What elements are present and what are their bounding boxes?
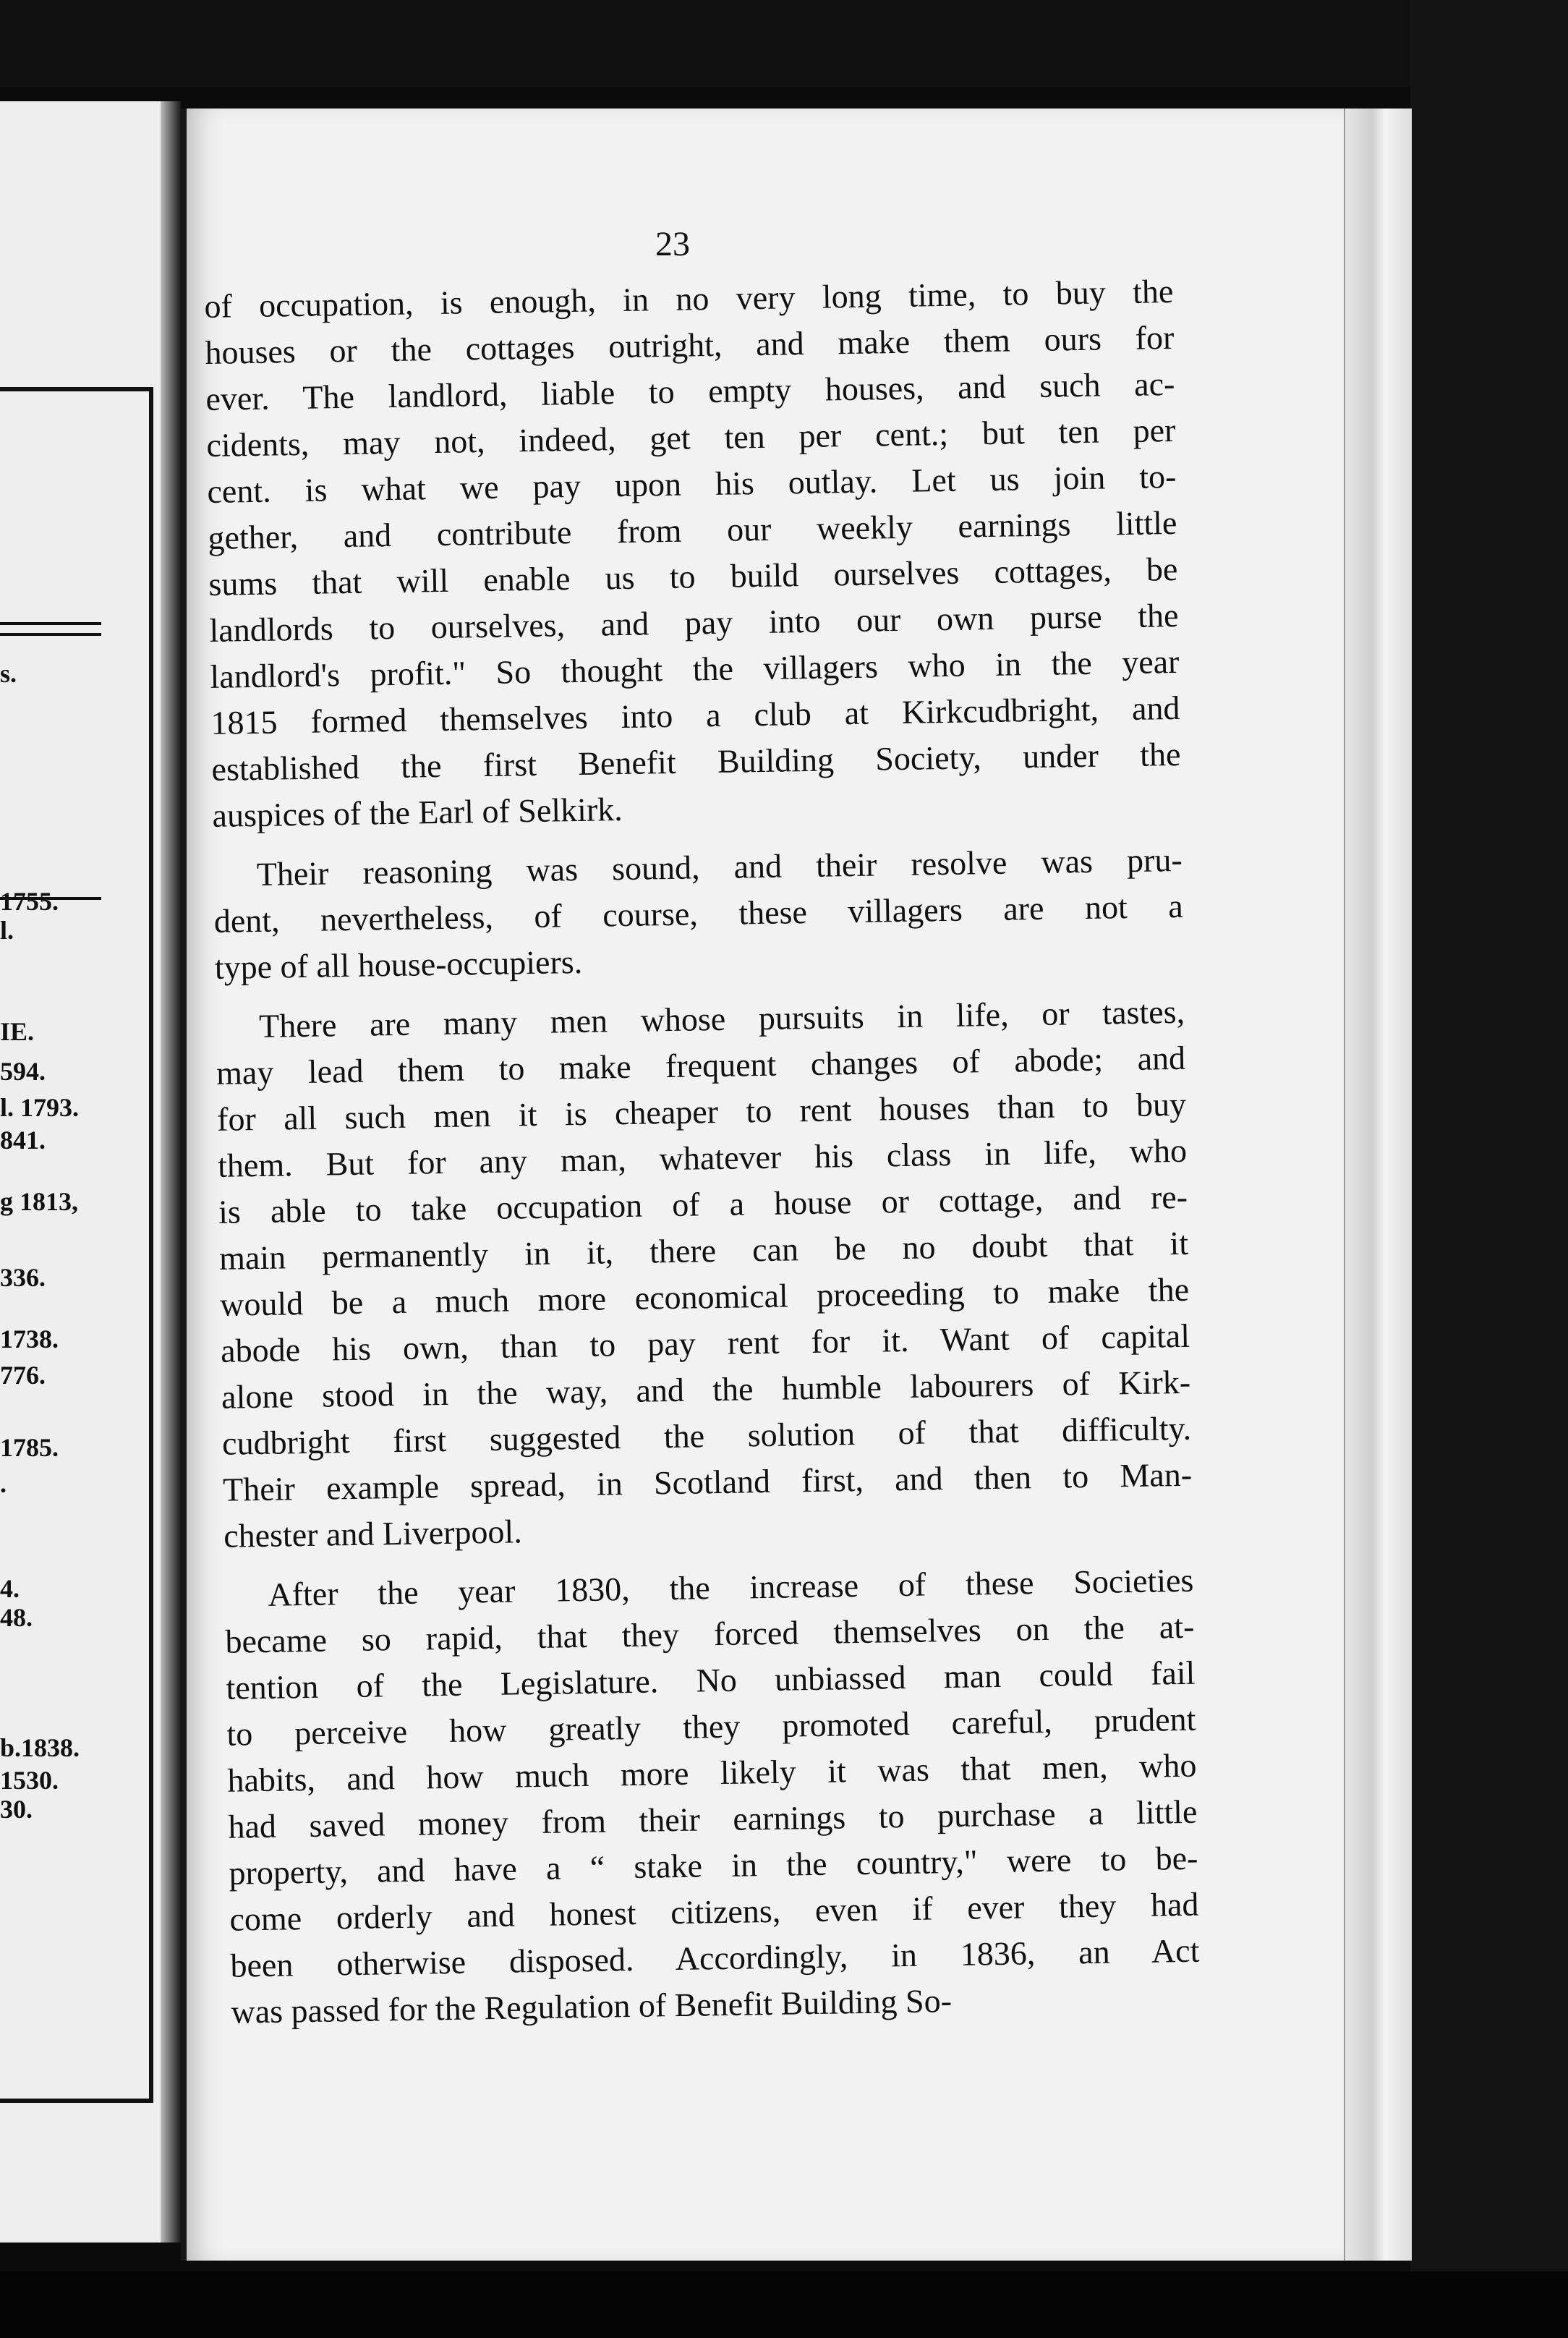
text-line: There are many men whose pursuits in life, or tastes, [258,992,1185,1045]
text-line: was passed for the Regulation of Benefit Building So- [231,1982,953,2031]
text-line: may lead them to make frequent changes of abode; and [216,1039,1186,1092]
book-gutter [161,101,181,2243]
left-page-fragment: 841. [0,1126,46,1155]
text-line: sums that will enable us to build ourselves cottages, be [208,550,1178,603]
text-line: gether, and contribute from our weekly earnings little [208,503,1177,556]
text-line: been otherwise disposed. Accordingly, in 1836, an Act [230,1931,1200,1984]
left-page-fragment: l. 1793. [0,1093,80,1122]
left-page-fragment: 1785. [0,1433,59,1462]
left-page-fragment: . [0,1469,7,1498]
left-page-fragment: 1755. [0,887,59,916]
left-page-double-rule [0,622,101,625]
text-line: property, and have a “ stake in the country," were to be- [229,1839,1198,1892]
text-line: dent, nevertheless, of course, these villagers are not a [213,887,1184,940]
text-line: main permanently in it, there can be no doubt that it [218,1224,1189,1277]
page-edges [1344,109,1412,2261]
text-line: come orderly and honest citizens, even if ever they had [229,1885,1199,1938]
left-page-fragment: 48. [0,1603,33,1632]
left-page-fragment: 4. [0,1574,20,1603]
text-line: for all such men it is cheaper to rent houses than to buy [216,1085,1187,1138]
left-page-fragment: 30. [0,1795,33,1824]
text-line: abode his own, than to pay rent for it. Want of capital [220,1317,1190,1369]
left-page-fragment: l. [0,916,14,945]
left-page-double-rule [0,633,101,636]
scan-background-bottom [0,2271,1568,2338]
left-page-fragment: b.1838. [0,1733,80,1762]
text-line: ever. The landlord, liable to empty houses, and such ac- [205,365,1175,417]
left-page-fragment: IE. [0,1017,35,1046]
text-line: cidents, may not, indeed, get ten per cent.; but ten per [206,411,1176,464]
scan-background-right [1410,0,1568,2338]
page-number: 23 [655,225,690,263]
left-page-fragment: 336. [0,1263,46,1292]
left-page-fragment: s. [0,659,17,688]
text-line: 1815 formed themselves into a club at Kirkcudbright, and [210,689,1180,741]
text-line: had saved money from their earnings to purchase a little [228,1793,1198,1845]
text-line: them. But for any man, whatever his class in life, who [217,1131,1188,1184]
left-facing-page [0,101,181,2243]
text-line: auspices of the Earl of Selkirk. [212,791,623,834]
text-line: Their reasoning was sound, and their resolve was pru- [256,841,1183,893]
left-page-fragment: 1738. [0,1325,59,1353]
text-line: alone stood in the way, and the humble labourers of Kirk- [221,1363,1191,1416]
text-line: Their example spread, in Scotland first, and then to Man- [222,1455,1193,1508]
text-line: landlord's profit." So thought the villagers who in the year [210,642,1180,695]
left-page-fragment: g 1813, [0,1187,78,1216]
text-line: houses or the cottages outright, and make them ours for [205,318,1175,371]
left-page-fragment: 776. [0,1361,46,1390]
text-line: cent. is what we pay upon his outlay. Let us join to- [207,457,1177,510]
text-line: After the year 1830, the increase of these Societies [268,1561,1194,1613]
text-line: would be a much more economical proceeding to make the [219,1270,1190,1323]
body-text [204,268,1201,2036]
text-line: landlords to ourselves, and pay into our own purse the [209,596,1179,649]
left-page-fragment: 1530. [0,1766,59,1795]
left-page-table-box [0,387,153,2103]
text-line: of occupation, is enough, in no very long time, to buy the [204,272,1174,325]
scan-background-top [0,0,1568,87]
text-line: is able to take occupation of a house or cottage, and re- [218,1178,1188,1230]
left-page-fragment: 594. [0,1057,46,1086]
text-line: became so rapid, that they forced themselves on the at- [225,1607,1195,1660]
text-line: habits, and how much more likely it was that men, who [227,1746,1197,1799]
text-line: established the first Benefit Building Society, under the [211,735,1181,788]
text-line: type of all house-occupiers. [214,943,583,986]
text-line: cudbright first suggested the solution of that difficulty. [221,1409,1192,1462]
text-line: to perceive how greatly they promoted careful, prudent [226,1700,1196,1753]
text-line: chester and Liverpool. [223,1513,523,1555]
text-line: tention of the Legislature. No unbiassed man could fail [226,1654,1196,1706]
